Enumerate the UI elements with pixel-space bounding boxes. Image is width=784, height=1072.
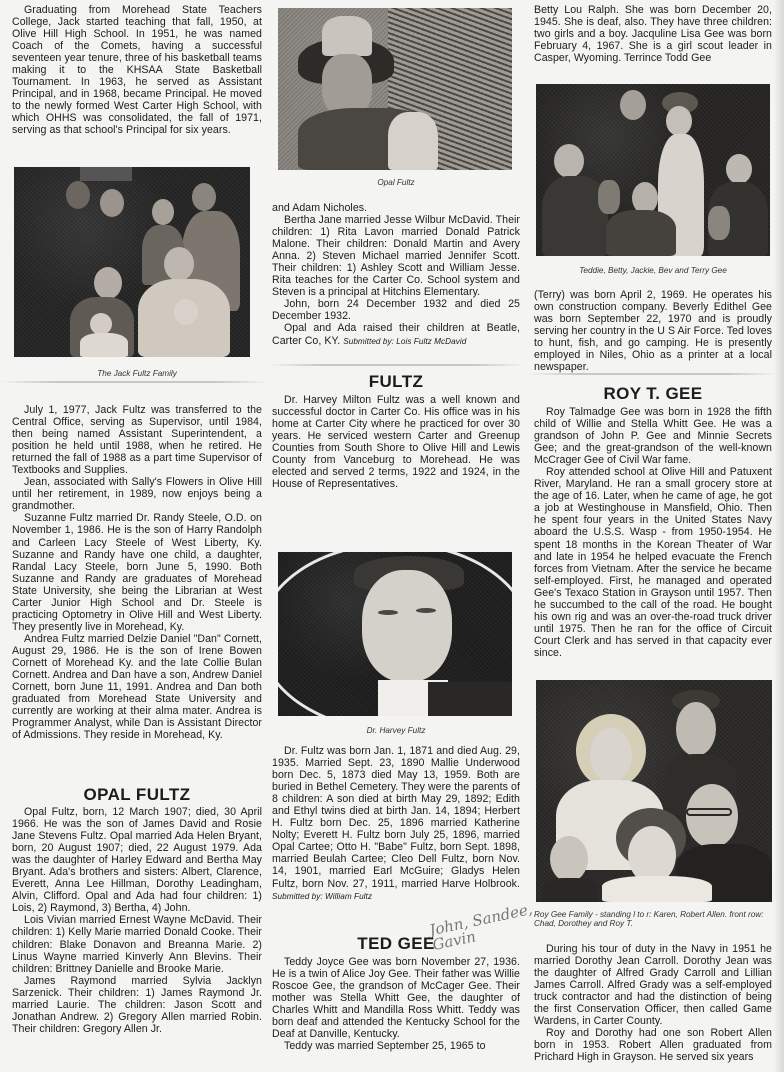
paragraph-betty: Betty Lou Ralph. She was born December 20, 1945. She is deaf, also. They have three children: two girls and a boy. Jacquline Lisa Gee was born February 4, 1967. She is a girl scout leader in Casper, Wyoming. Terrince Todd Gee bbox=[534, 4, 772, 65]
heading-opal-fultz: OPAL FULTZ bbox=[83, 785, 191, 804]
paragraph-navy: During his tour of duty in the Navy in 1951 he married Dorothy Jean Carroll. Dorothy Jean was the daughter of Alfred Grady Carroll and Lillian James Carroll. Alfred Grady was a self-employed truck contractor and had the distinction of being the first Conservation Officer, then called Game Wardens, in Carter County. bbox=[534, 943, 772, 1028]
person-face bbox=[152, 199, 174, 225]
paragraph-james: James Raymond married Sylvia Jacklyn Sarzenick. Their children: 1) James Raymond Jr. married Laurie. The children: Jason Scott and Jonathan Andrew. 2) Gregory Allen married Robin. Their children: Gregory Allen Jr. bbox=[12, 974, 262, 1035]
person-face bbox=[192, 183, 216, 211]
paragraph-roy: Roy Talmadge Gee was born in 1928 the fifth child of Willie and Stella Whitt Gee. He was a grandson of John P. Gee and Minnie Secrets Gee; and the great-grandson of the well-known McCrager Gee of Civil War fame. bbox=[534, 406, 772, 467]
paragraph-raised bbox=[272, 322, 520, 347]
person-face bbox=[94, 267, 122, 299]
harvey-born-text: Dr. Fultz was born Jan. 1, 1871 and died Aug. 29, 1935. Married Sept. 23, 1890 Mallie Underwood born Dec. 5, 1873 died May 13, 1959. Both are buried in Bethel Cemetery. They were the parents of 8 children: A son died at birth May 29, 1892; Edith and Ethyl twins died at birth Jan. 14, 1894; Herbert H. Fultz born Dec. 25, 1896 married Katherine Nolty; Everett H. Fultz born July 25, 1896, married Opal Cartee; Otto H. "Babe" Fultz, born Sept. 1898, married Beulah Cartee; Cleo Dell Fultz, born Nov. 14, 1901, married Earl McGuire; Gladys Helen Fultz, born Nov. 27, 1911, married Harve Holbrook. bbox=[272, 745, 520, 890]
baby-face bbox=[174, 299, 198, 325]
person-face bbox=[726, 154, 752, 184]
paragraph-harvey-born bbox=[272, 745, 520, 903]
person-face bbox=[686, 784, 738, 848]
paragraph-ted-married: Teddy was married September 25, 1965 to bbox=[284, 1040, 486, 1053]
paragraph-roy-school: Roy attended school at Olive Hill and Patuxent River, Maryland. He ran a small grocery store at the age of 16. Later, when he came of age, he got a job at Westinghouse in Mansfield, Ohio. Then he spent four years in the United States Navy aboard the U.S.S. Wasp - from 1950-1954. He spent 18 months in the Korean Theater of War and late in 1954 he helped evacuate the French forces from Vietnam. After the service he became self-employed. First, he managed and operated Gee's Texaco Station in Grayson until 1957. Then he succumbed to the call of the road. He bought his own rig and was an over-the-road truck driver until 1975. Then he ran for the office of Circuit Court Clerk and has served in that capacity ever since. bbox=[534, 466, 772, 659]
heading-roy-t-gee: ROY T. GEE bbox=[603, 384, 703, 403]
person-face bbox=[590, 728, 632, 782]
paragraph-jack-1977: July 1, 1977, Jack Fultz was transferred to the Central Office, serving as Supervisor, until 1984, then being named Assistant Superintendent, a position he held until 1988, when he retired. He returned the fall of 1988 as a part time Supervisor of Textbooks and Supplies. bbox=[12, 404, 262, 477]
paragraph-suzanne: Suzanne Fultz married Dr. Randy Steele, O.D. on November 1, 1986. He is the son of Harry Randolph and Carleen Lacy Steele of West Liberty, Ky. Suzanne and Randy have one child, a daughter, Randal Lacy Steele, born June 5, 1990. Both Suzanne and Randy are graduates of Morehead State University, she being the Librarian at West Carter Junior High School and Dr. Steele is practicing Optometry in Olive Hill and West Liberty. They presently live in Morehead, Ky. bbox=[12, 512, 262, 633]
shirt bbox=[388, 112, 438, 170]
divider bbox=[0, 381, 270, 383]
paragraph-continuation: and Adam Nicholes. bbox=[272, 202, 368, 214]
eye bbox=[378, 610, 398, 615]
caption-dr-harvey-fultz: Dr. Harvey Fultz bbox=[366, 726, 426, 735]
submitted-by-william: Submitted by: William Fultz bbox=[272, 891, 373, 901]
person-face bbox=[554, 144, 584, 178]
person-face bbox=[676, 702, 716, 756]
photo-jack-fultz-family bbox=[14, 167, 250, 357]
paragraph-opal: Opal Fultz, born, 12 March 1907; died, 30 April 1966. He was the son of James David and Rosie Jane Stevens Fultz. Opal married Ada Helen Bryant, born, 20 August 1907; died, 22 August 1979. Ada was the daughter of Harley Edward and Bertha May Bryant. Ada's brothers and sisters: Albert, Clarence, Everett, Anna Lee Hillman, Dorothy Leadingham, Alvin, Clifford. Opal and Ada had four children: 1) Lois, 2) Raymond, 3) Bertha, 4) John. bbox=[12, 806, 262, 915]
caption-roy-gee-family: Roy Gee Family - standing l to r: Karen, Robert Allen. front row: Chad, Dorothey and Roy T. bbox=[534, 910, 764, 928]
caption-jack-fultz-family: The Jack Fultz Family bbox=[97, 369, 177, 378]
text-block-jack-later bbox=[12, 404, 262, 741]
text-block-ted bbox=[272, 956, 520, 1052]
photo-roy-gee-family bbox=[536, 680, 772, 902]
heading-ted-gee: TED GEE bbox=[357, 934, 435, 953]
baby-body bbox=[80, 333, 128, 357]
person-face bbox=[362, 570, 452, 682]
caption-opal-fultz: Opal Fultz bbox=[377, 178, 415, 187]
person-face bbox=[100, 189, 124, 217]
paragraph-andrea: Andrea Fultz married Delzie Daniel "Dan" Cornett, August 29, 1986. He is the son of Irene Bowen Cornett of Morehead Ky. and the late Collie Bulan Cornett. Andrea and Dan have a son, Andrew Daniel Cornett, born June 11, 1991. Andrea and Dan both graduated from Morehead State University and currently are working at their alma mater. Andrea is Programmer Analyst, while Dan is Assistant Director of Admissions. They reside in Morehead, Ky. bbox=[12, 632, 262, 742]
person-face bbox=[666, 106, 692, 136]
person-face bbox=[164, 247, 194, 281]
photo-opal-fultz bbox=[278, 8, 512, 170]
wall-picture bbox=[80, 167, 132, 181]
text-block-opal bbox=[12, 806, 262, 1035]
raised-text: Opal and Ada raised their children at Beatle, Carter Co, KY. bbox=[272, 322, 520, 347]
paragraph-john: John, born 24 December 1932 and died 25 December 1932. bbox=[272, 298, 520, 323]
paragraph-jack-intro: Graduating from Morehead State Teachers College, Jack started teaching that fall, 1950, at Olive Hill High School. In 1951, he was named Coach of the Comets, having a successful seventeen year tenure, three of his basketball teams making it to the KHSAA State Basketball Tournament. In 1963, he served as Assistant Principal, and in 1968, became Principal. He moved to the newly formed West Carter High School, with which OHHS was consolidated, the fall of 1971, serving as that school's Principal for six years. bbox=[12, 4, 262, 137]
coat bbox=[428, 682, 512, 716]
hat-crown bbox=[322, 16, 372, 56]
page-edge-shadow bbox=[774, 0, 784, 1072]
divider bbox=[268, 364, 526, 366]
baby-face bbox=[90, 313, 112, 335]
paragraph-ted: Teddy Joyce Gee was born November 27, 1936. He is a twin of Alice Joy Gee. Their father was Willie Roscoe Gee, the grandson of McCager Gee. Their mother was Stella Whitt Gee, the daughter of Charles Whitt and Mandilla Ross Whitt. Teddy was born deaf and attended the Kentucky School for the Deaf at Danville, Kentucky. bbox=[272, 956, 520, 1041]
text-block-opal-children bbox=[272, 202, 520, 348]
paragraph-robert: Roy and Dorothy had one son Robert Allen born in 1953. Robert Allen graduated from Prichard High in Grayson. He served six years bbox=[534, 1027, 772, 1064]
text-block-roy-navy bbox=[534, 943, 772, 1063]
person-body bbox=[606, 210, 676, 256]
caption-ted-gee-family: Teddie, Betty, Jackie, Bev and Terry Gee bbox=[579, 266, 727, 275]
paragraph-harvey: Dr. Harvey Milton Fultz was a well known and successful doctor in Carter Co. His office was in his home at Carter City where he practiced for over 30 years. He serviced western Carter and Greenup Counties from South Shore to Olive Hill and Lewis County from Vanceburg to Morehead. He was elected and served 2 terms, 1922 and 1924, in the House of Representatives. bbox=[272, 394, 520, 491]
person-body bbox=[602, 876, 712, 902]
paragraph-bertha: Bertha Jane married Jesse Wilbur McDavid. Their children: 1) Rita Lavon married Donald Patrick Malone. Their children: Donald Martin and Avery Anna. 2) Steven Michael married Jennifer Scott. Their children: 1) Ashley Scott and William Jesse. Rita teaches for the Carter Co. School system and Steven is a principal at Hitchins Elementary. bbox=[272, 214, 520, 299]
person-face bbox=[322, 54, 372, 116]
photo-ted-gee-family bbox=[536, 84, 770, 256]
handwritten-note: John, Sandee, Gavin bbox=[427, 899, 535, 955]
divider bbox=[528, 373, 778, 375]
submitted-by-opal: Submitted by: Lois Fultz McDavid bbox=[343, 336, 467, 346]
person-face bbox=[66, 181, 90, 209]
photo-dr-harvey-fultz bbox=[278, 552, 512, 716]
paragraph-lois: Lois Vivian married Ernest Wayne McDavid. Their children: 1) Kelly Marie married Donald Cooke. Their children: Blake Donavon and Breanna Marie. 2) Linus Wayne married Kinverly Ann Blevins. Their children: Brittney Danielle and Brooke Marie. bbox=[12, 914, 262, 975]
text-block-roy bbox=[534, 406, 772, 659]
person-body bbox=[542, 878, 598, 902]
eye bbox=[416, 608, 436, 613]
person-face bbox=[550, 836, 588, 882]
person-face bbox=[620, 90, 646, 120]
dog bbox=[598, 180, 620, 214]
heading-fultz: FULTZ bbox=[368, 372, 424, 391]
paragraph-terry: (Terry) was born April 2, 1969. He operates his own construction company. Beverly Edithel Gee was born September 22, 1970 and is proudly serving her country in the U S Air Force. Ted loves to hunt, fish, and go camping. He is presently employed in Niles, Ohio as a printer at a local newspaper. bbox=[534, 289, 772, 374]
dog bbox=[708, 206, 730, 240]
paragraph-jean: Jean, associated with Sally's Flowers in Olive Hill until her retirement, in 1989, now enjoys being a grandmother. bbox=[12, 476, 262, 513]
glasses bbox=[686, 808, 732, 816]
